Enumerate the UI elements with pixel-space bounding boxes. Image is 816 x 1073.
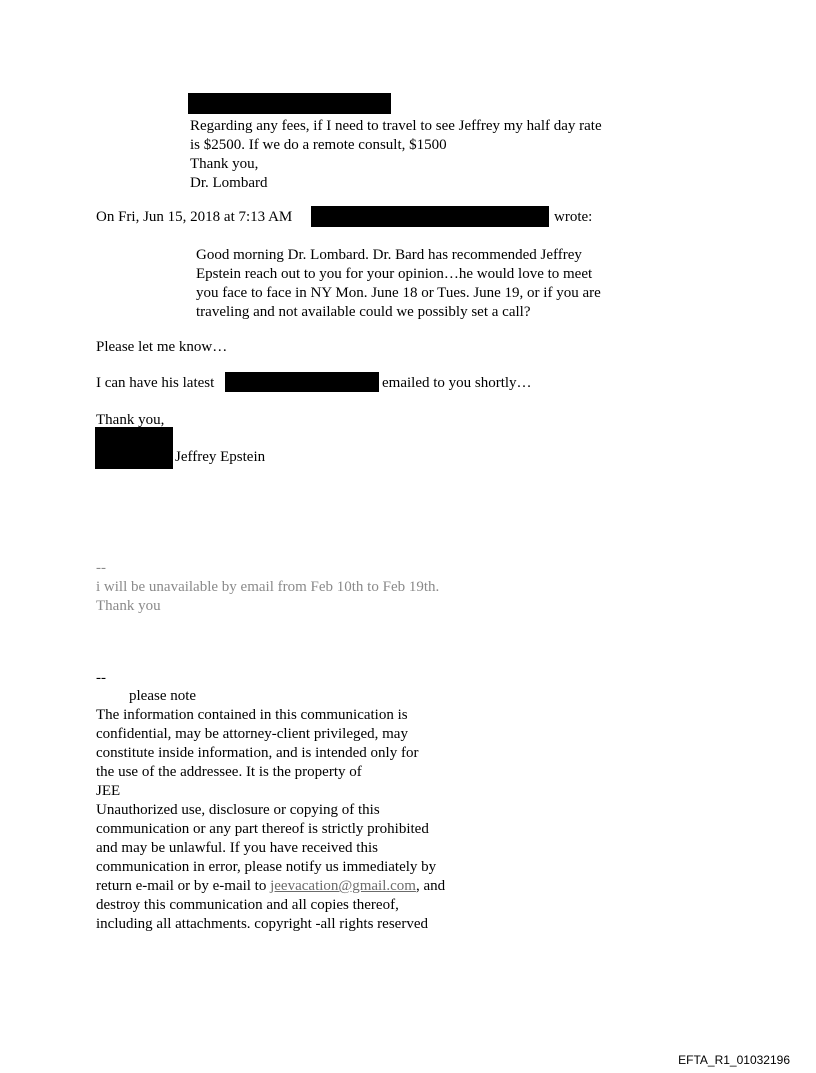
- disclaimer-email-line: [96, 877, 445, 896]
- email-suffix: , and: [415, 878, 446, 894]
- latest-prefix: I can have his latest: [96, 375, 215, 391]
- quoted-line: Epstein reach out to you for your opinion…he would love to meet: [196, 266, 593, 282]
- signoff-name: Jeffrey Epstein: [175, 449, 266, 465]
- reply-line: Regarding any fees, if I need to travel to see Jeffrey my half day rate: [190, 118, 602, 134]
- disclaimer-note: please note: [129, 688, 197, 704]
- reply-line: is $2500. If we do a remote consult, $1500: [190, 137, 447, 153]
- disclaimer-dashes: --: [96, 670, 106, 686]
- disclaimer-line: Unauthorized use, disclosure or copying of this: [96, 802, 380, 818]
- disclaimer-line: The information contained in this communication is: [96, 707, 408, 723]
- redaction-block: [225, 372, 379, 392]
- sig-dashes: --: [96, 560, 106, 576]
- gray-signature: [96, 559, 439, 616]
- disclaimer-line: communication or any part thereof is strictly prohibited: [96, 821, 429, 837]
- signoff-thanks: Thank you,: [96, 412, 165, 428]
- quote-header-prefix: On Fri, Jun 15, 2018 at 7:13 AM: [96, 209, 293, 225]
- disclaimer-line: destroy this communication and all copies thereof,: [96, 897, 399, 913]
- quoted-line: you face to face in NY Mon. June 18 or Tues. June 19, or if you are: [196, 285, 601, 301]
- disclaimer-line: the use of the addressee. It is the property of: [96, 764, 362, 780]
- disclaimer-line: JEE: [96, 783, 121, 799]
- latest-suffix: emailed to you shortly…: [382, 375, 532, 391]
- reply-line: Dr. Lombard: [190, 175, 268, 191]
- reply-body: [190, 117, 602, 193]
- quoted-body: [196, 246, 601, 322]
- disclaimer-line: constitute inside information, and is intended only for: [96, 745, 419, 761]
- disclaimer-line: communication in error, please notify us immediately by: [96, 859, 437, 875]
- disclaimer-line: including all attachments. copyright -all rights reserved: [96, 916, 428, 932]
- sig-line: i will be unavailable by email from Feb 10th to Feb 19th.: [96, 579, 440, 595]
- sig-line: Thank you: [96, 598, 161, 614]
- redaction-block: [95, 427, 173, 469]
- quote-header-suffix: wrote:: [554, 209, 593, 225]
- email-prefix: return e-mail or by e-mail to: [96, 878, 271, 894]
- disclaimer-line: confidential, may be attorney-client privileged, may: [96, 726, 408, 742]
- quoted-line: traveling and not available could we possibly set a call?: [196, 304, 531, 320]
- disclaimer-body: [96, 706, 445, 934]
- redaction-block: [311, 206, 549, 227]
- quoted-line: Good morning Dr. Lombard. Dr. Bard has recommended Jeffrey: [196, 247, 582, 263]
- disclaimer-line: and may be unlawful. If you have received this: [96, 840, 378, 856]
- reply-line: Thank you,: [190, 156, 259, 172]
- follow-up-text: Please let me know…: [96, 339, 228, 355]
- document-id: EFTA_R1_01032196: [678, 1053, 790, 1067]
- redaction-block: [188, 93, 391, 114]
- email-link[interactable]: jeevacation@gmail.com: [270, 878, 416, 894]
